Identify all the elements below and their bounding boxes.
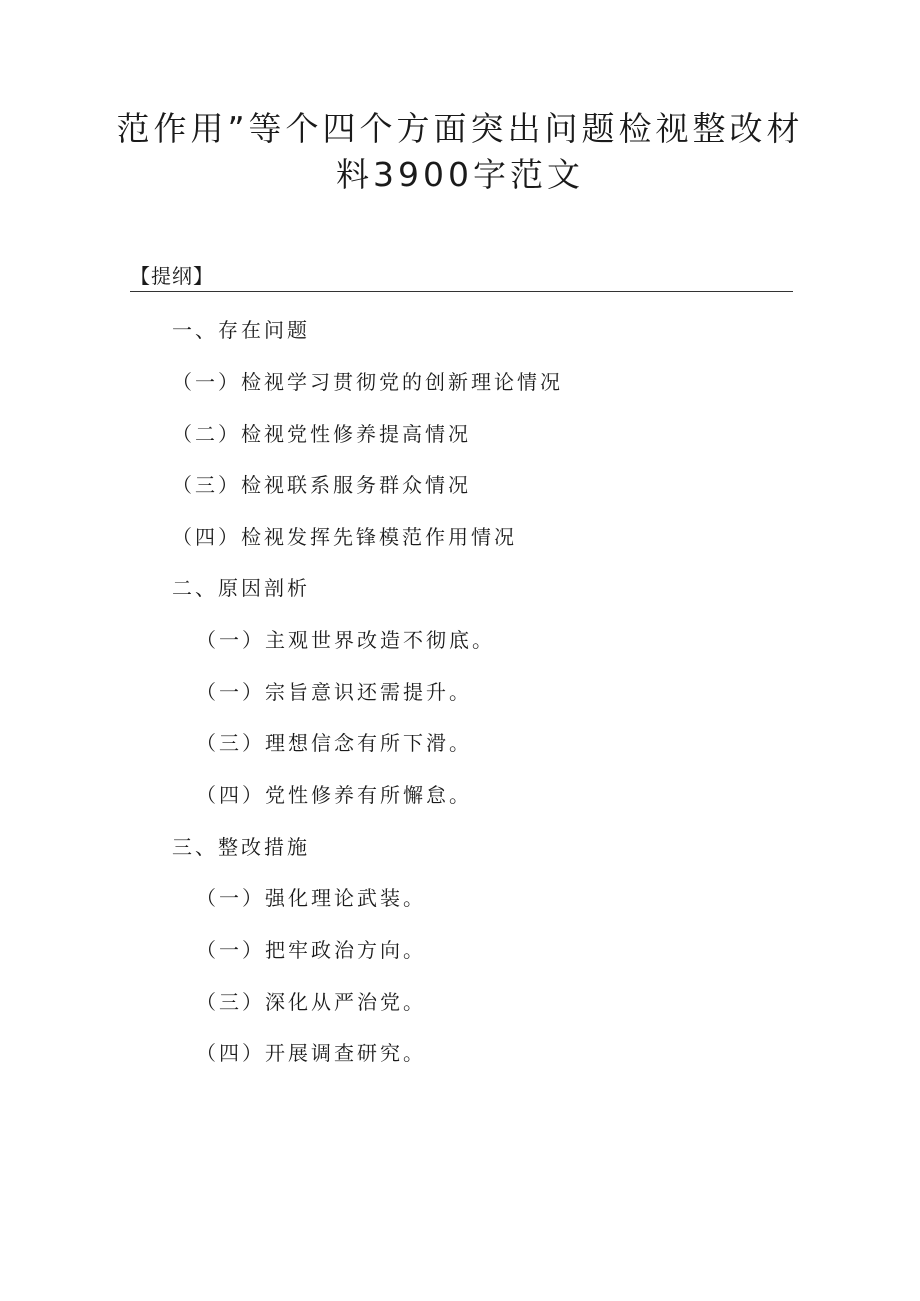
outline-item: （一）把牢政治方向。 — [196, 938, 426, 962]
outline-label: 【提纲】 — [130, 264, 214, 288]
document-title-line-2: 料3900字范文 — [336, 155, 584, 194]
outline-divider — [130, 291, 793, 292]
document-title-line-1: 范作用”等个四个方面突出问题检视整改材 — [116, 109, 804, 148]
outline-item: （二）检视党性修养提高情况 — [172, 422, 471, 446]
section-heading-causes: 二、原因剖析 — [172, 576, 310, 600]
outline-item: （四）开展调查研究。 — [196, 1041, 426, 1065]
outline-item: （一）检视学习贯彻党的创新理论情况 — [172, 370, 563, 394]
outline-item: （一）宗旨意识还需提升。 — [196, 680, 472, 704]
outline-item: （四）检视发挥先锋模范作用情况 — [172, 525, 517, 549]
section-heading-problems: 一、存在问题 — [172, 318, 310, 342]
section-heading-measures: 三、整改措施 — [172, 835, 310, 859]
outline-item: （四）党性修养有所懈怠。 — [196, 783, 472, 807]
outline-item: （三）检视联系服务群众情况 — [172, 473, 471, 497]
outline-item: （三）理想信念有所下滑。 — [196, 731, 472, 755]
outline-item: （一）主观世界改造不彻底。 — [196, 628, 495, 652]
outline-item: （一）强化理论武装。 — [196, 886, 426, 910]
outline-item: （三）深化从严治党。 — [196, 990, 426, 1014]
